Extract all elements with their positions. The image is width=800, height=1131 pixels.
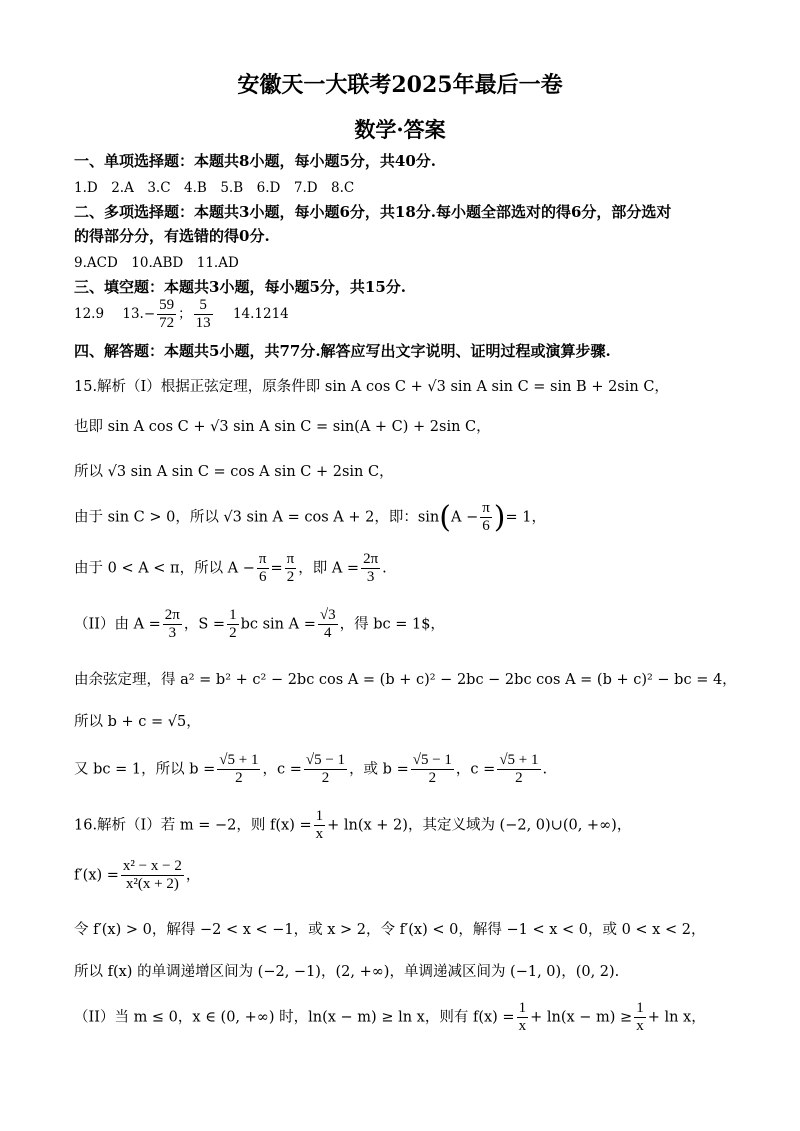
- q15-line-9: [74, 752, 547, 787]
- q15-line-4-fraction: [480, 500, 492, 535]
- q15-line-6-text-c: bc sin A =: [240, 616, 316, 633]
- q15-line-5-text-b: ，即 A =: [298, 560, 360, 577]
- q15-line-9-text-d: ，c =: [455, 761, 496, 778]
- q15-line-4-text-b: A −: [450, 509, 479, 526]
- fraction-denominator: 2: [229, 625, 237, 641]
- section-2-header-line2: 的得部分分，有选错的得0分.: [74, 227, 270, 245]
- fraction-denominator: 6: [482, 518, 490, 534]
- q15-line-9-fraction-3: [411, 752, 454, 787]
- q16-line-1-text-a: 16.解析（I）若 m = −2，则 f(x) =: [74, 817, 312, 834]
- q15-line-2: 也即 sin A cos C + √3 sin A sin C = sin(A + C) + 2sin C，: [74, 419, 491, 435]
- q15-line-5-text-c: .: [382, 560, 387, 577]
- q16-line-1: [74, 808, 631, 843]
- fraction-numerator: √5 − 1: [305, 752, 346, 768]
- fraction-denominator: 3: [366, 569, 375, 585]
- q16-line-2-fraction: [121, 858, 184, 893]
- q15-line-7: 由余弦定理，得 a² = b² + c² − 2bc cos A = (b + c)² − 2bc − 2bc cos A = (b + c)² − bc = 4，: [74, 672, 737, 688]
- exam-subtitle: 数学·答案: [354, 117, 446, 142]
- q15-line-9-fraction-2: [304, 752, 347, 787]
- q15-line-6-fraction-2: [227, 607, 239, 642]
- fraction-numerator: √5 + 1: [219, 752, 259, 768]
- fraction-denominator: 2: [428, 770, 437, 786]
- q15-line-6-text-b: ，S =: [183, 616, 226, 633]
- fraction-numerator: π: [286, 551, 295, 567]
- fraction-numerator: 2π: [164, 607, 180, 623]
- q16-line-2: [74, 858, 200, 893]
- fraction-numerator: 59: [159, 297, 175, 313]
- fraction-denominator: x²(x + 2): [125, 876, 179, 892]
- q15-line-5-fraction-3: [361, 551, 380, 586]
- section-2-header-line1: 二、多项选择题：本题共3小题，每小题6分，共18分.每小题全部选对的得6分，部分选对: [74, 203, 672, 221]
- q15-line-8: 所以 b + c = √5，: [74, 714, 201, 730]
- q15-line-4-text-a: 由于 sin C > 0，所以 √3 sin A = cos A + 2，即：sin: [74, 509, 440, 526]
- q16-line-5-text-c: + ln x，: [647, 1009, 706, 1026]
- q15-line-6-text-a: （II）由 A =: [74, 616, 161, 633]
- fraction-denominator: 2: [286, 569, 295, 585]
- fraction-numerator: √5 − 1: [412, 752, 452, 768]
- fraction-denominator: x: [315, 826, 324, 842]
- section-3-answers: [74, 297, 289, 332]
- fraction-numerator: 1: [636, 1000, 644, 1016]
- fraction-denominator: 6: [258, 569, 267, 585]
- equals-sign: =: [270, 560, 283, 577]
- q16-line-5-fraction-2: [634, 1000, 646, 1035]
- fraction-denominator: 3: [168, 625, 177, 641]
- q16-line-3: 令 f′(x) > 0，解得 −2 < x < −1，或 x > 2，令 f′(x) < 0，解得 −1 < x < 0，或 0 < x < 2，: [74, 922, 706, 938]
- q16-line-4: 所以 f(x) 的单调递增区间为 (−2, −1)，(2, +∞)，单调递减区间为 (−1, 0)，(0, 2).: [74, 964, 620, 980]
- fraction-denominator: 2: [235, 770, 243, 786]
- q15-line-6-fraction-1: [163, 607, 182, 642]
- answer-13-fraction-2: [194, 297, 213, 332]
- fraction-numerator: 1: [229, 607, 237, 623]
- q15-line-5: [74, 551, 387, 586]
- q15-line-4: [74, 500, 546, 535]
- section-1-header: 一、单项选择题：本题共8小题，每小题5分，共40分.: [74, 152, 436, 170]
- q15-line-9-fraction-1: [217, 752, 260, 787]
- q15-line-6-text-d: ，得 bc = 1$，: [339, 616, 445, 633]
- q16-line-5: [74, 1000, 706, 1035]
- q15-line-1: 15.解析（I）根据正弦定理，原条件即 sin A cos C + √3 sin A sin C = sin B + 2sin C，: [74, 379, 669, 395]
- q15-line-9-text-c: ，或 b =: [349, 761, 409, 778]
- section-2-answers: 9.ACD 10.ABD 11.AD: [74, 255, 239, 271]
- answer-14: 14.1214: [232, 306, 289, 322]
- q15-line-5-text-a: 由于 0 < A < π，所以 A −: [74, 560, 255, 577]
- q15-line-9-text-b: ，c =: [262, 761, 302, 778]
- fraction-numerator: √5 + 1: [499, 752, 539, 768]
- q15-line-9-text-a: 又 bc = 1，所以 b =: [74, 761, 216, 778]
- fraction-denominator: x: [518, 1018, 527, 1034]
- fraction-denominator: 13: [195, 315, 211, 331]
- q16-line-5-fraction-1: [517, 1000, 529, 1035]
- section-1-answers: 1.D 2.A 3.C 4.B 5.B 6.D 7.D 8.C: [74, 180, 355, 196]
- q15-line-3: 所以 √3 sin A sin C = cos A sin C + 2sin C，: [74, 464, 394, 480]
- answer-12: 12.9: [74, 306, 105, 322]
- right-paren-glyph: ): [493, 500, 506, 535]
- q16-line-1-fraction: [314, 808, 326, 843]
- q15-line-6: [74, 607, 445, 642]
- section-4-header: 四、解答题：本题共5小题，共77分.解答应写出文字说明、证明过程或演算步骤.: [74, 342, 611, 360]
- fraction-numerator: x² − x − 2: [122, 858, 182, 874]
- q16-line-5-text-b: + ln(x − m) ≥: [530, 1009, 633, 1026]
- fraction-denominator: 2: [321, 770, 330, 786]
- fraction-numerator: 2π: [363, 551, 379, 567]
- fraction-denominator: x: [636, 1018, 644, 1034]
- left-paren-glyph: (: [439, 500, 451, 535]
- q15-line-6-fraction-3: [318, 607, 338, 642]
- fraction-numerator: 1: [518, 1000, 527, 1016]
- fraction-numerator: √3: [319, 607, 336, 623]
- q16-line-2-text-b: ，: [185, 867, 201, 884]
- answer-13-prefix: 13.−: [122, 306, 156, 322]
- fraction-numerator: 5: [194, 297, 213, 315]
- answer-13-fraction-1: [157, 297, 176, 332]
- q15-line-9-fraction-4: [497, 752, 540, 787]
- exam-title: 安徽天一大联考2025年最后一卷: [237, 72, 563, 98]
- q15-line-9-text-e: .: [542, 761, 548, 778]
- fraction-denominator: 72: [159, 315, 175, 331]
- q16-line-1-text-b: + ln(x + 2)，其定义域为 (−2, 0)∪(0, +∞)，: [327, 817, 632, 834]
- q16-line-2-text-a: f′(x) =: [74, 867, 119, 884]
- answer-13-separator: ；: [178, 306, 192, 322]
- q15-line-4-text-c: = 1，: [505, 509, 546, 526]
- q16-line-5-text-a: （II）当 m ≤ 0，x ∈ (0, +∞) 时，ln(x − m) ≥ ln x，则有 f(x) =: [74, 1009, 515, 1026]
- q15-line-5-fraction-2: [285, 551, 297, 586]
- fraction-numerator: 1: [315, 808, 324, 824]
- fraction-denominator: 2: [515, 770, 523, 786]
- q15-line-5-fraction-1: [257, 551, 269, 586]
- section-3-header: 三、填空题：本题共3小题，每小题5分，共15分.: [74, 278, 406, 296]
- fraction-denominator: 4: [323, 625, 332, 641]
- fraction-numerator: π: [258, 551, 267, 567]
- fraction-numerator: π: [482, 500, 490, 516]
